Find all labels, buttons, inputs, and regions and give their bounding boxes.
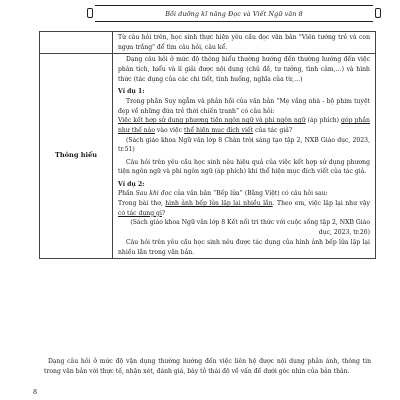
underlined-text: có tác dụng gì [118, 209, 162, 217]
row-content [113, 32, 376, 54]
page-header [95, 5, 373, 22]
table-row [40, 32, 376, 54]
intro-paragraph: Dạng câu hỏi ở mức độ thông hiểu thường hướng đến thường hướng đến việc phân tích, hiểu và lí giải được nội dung (chủ đề, tư tưởng, tình cảm,…) và hình thức (tác dụng của các chi tiết, tình huống, nghĩa của từ,…) [118, 56, 370, 83]
paragraph: Câu hỏi trên yêu cầu học sinh nêu hiệu quả của việc kết hợp sử dụng phương tiện ngôn ngữ và phi ngôn ngữ (áp phích) khi thể hiện mục đích viết của tác giả. [118, 158, 370, 176]
paragraph: Câu hỏi trên yêu cầu học sinh nêu được tác dụng của hình ảnh bếp lửa lặp lại nhiều lần trong văn bản. [118, 238, 370, 256]
table-row [40, 54, 376, 259]
text-span: của văn bản “Bếp lửa” (Bằng Việt) có câu hỏi sau: [171, 190, 328, 198]
paragraph: Trong phần Suy ngẫm và phản hồi của văn bản “Mẹ vắng nhà - bộ phim tuyệt đẹp về những đứa trẻ thời chiến tranh” có câu hỏi: [118, 97, 370, 115]
text-span: Trong bài thơ, [118, 200, 166, 208]
underlined-text: thể hiện mục đích viết [183, 126, 254, 134]
underlined-text: Việc kết hợp sử dụng phương tiện ngôn ngữ và phi ngôn ngữ [118, 117, 306, 125]
header-title: Bồi dưỡng kĩ năng Đọc và Viết Ngữ văn 8 [165, 9, 303, 18]
text-span: của tác giả? [253, 126, 293, 134]
underlined-text: hình ảnh bếp lửa lặp lại nhiều lần [165, 200, 273, 208]
example-question [118, 116, 370, 135]
underlined-text: góp phần như thế nào [118, 117, 370, 134]
example-title: Ví dụ 1: [118, 88, 145, 96]
paragraph: Từ câu hỏi trên, học sinh thực hiện yêu cầu đọc văn bản "Viên tướng trẻ và con ngựa trắng" để tìm câu hỏi, câu kể. [118, 34, 370, 51]
content-table [39, 31, 376, 259]
source-citation: (Sách giáo khoa Ngữ văn lớp 8 Kết nối tri thức với cuộc sống tập 2, NXB Giáo dục, 2023, tr.26) [130, 219, 370, 237]
paragraph [118, 189, 370, 199]
italic-text: Sau khi đọc [135, 190, 172, 198]
text-span: Phần [118, 190, 136, 198]
row-content [113, 54, 376, 259]
page-number: 8 [33, 388, 38, 396]
text-span: . Theo em, việc lặp lại như vậy [272, 200, 370, 208]
example-title: Ví dụ 2: [118, 180, 145, 188]
text-span: vào việc [155, 126, 184, 134]
row-label-thong-hieu: Thông hiểu [40, 54, 113, 259]
text-span: (áp phích) [305, 117, 342, 125]
row-label [40, 32, 113, 54]
example-question [118, 199, 370, 218]
source-citation: (Sách giáo khoa Ngữ văn lớp 8 Chân trời sáng tạo tập 2, NXB Giáo dục, 2023, tr.51) [118, 136, 370, 154]
footer-paragraph: Dạng câu hỏi ở mức độ vận dụng thường hướng đến việc liên hệ được nội dung phản ánh, thông tin trong văn bản với thực tế, nhận xét, đánh giá, bày tỏ thái độ về vấn đề dưới góc nhìn của bản thân. [44, 358, 371, 375]
text-span: ? [161, 209, 166, 217]
